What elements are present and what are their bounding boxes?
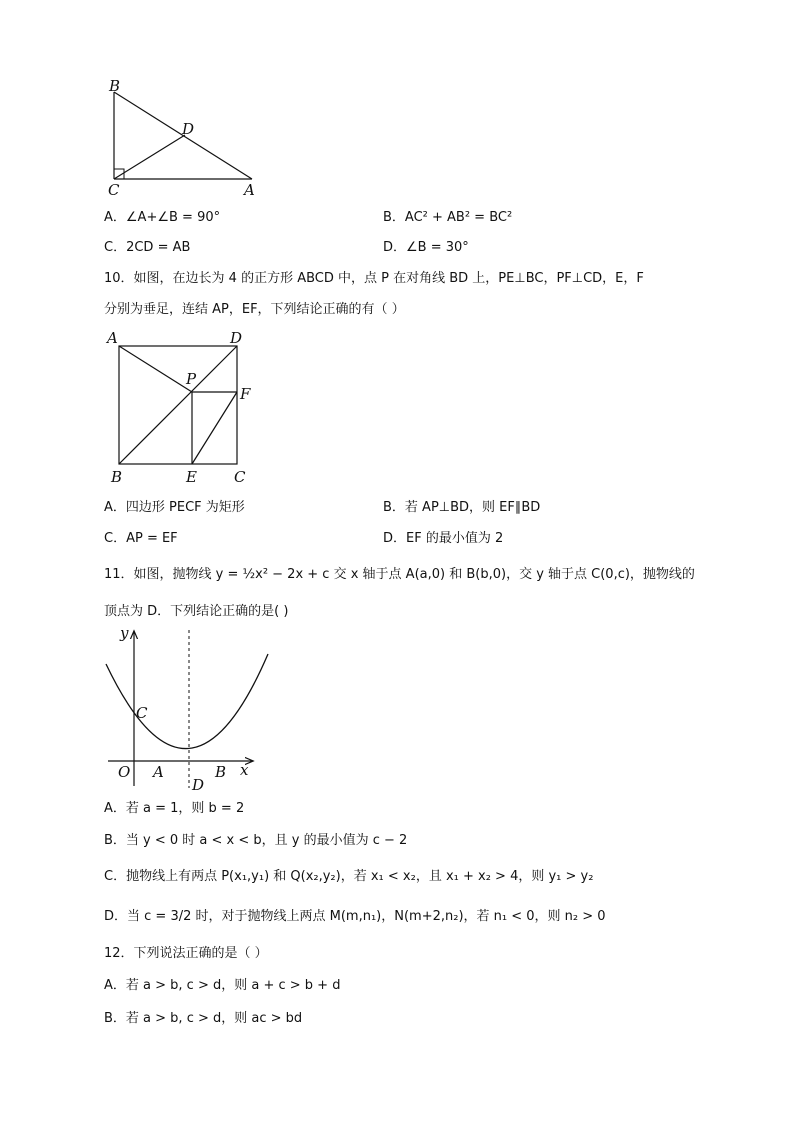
q10-option-c: C．AP = EF: [104, 531, 178, 546]
parabola-figure: [100, 624, 275, 794]
q12-option-b: B．若 a > b, c > d，则 ac > bd: [104, 1011, 303, 1026]
q11-stem-line1: 11．如图，抛物线 y = ½x² − 2x + c 交 x 轴于点 A(a,0) 和 B(b,0)，交 y 轴于点 C(0,c)，抛物线的: [104, 567, 695, 582]
q10-option-d: D．EF 的最小值为 2: [383, 531, 504, 546]
q10-option-b: B．若 AP⊥BD，则 EF∥BD: [383, 500, 541, 515]
vertex-label-b: B: [109, 77, 121, 95]
q9-option-a: A．∠A+∠B = 90°: [104, 210, 221, 225]
q11-option-b: B．当 y < 0 时 a < x < b，且 y 的最小值为 c − 2: [104, 833, 408, 848]
q9-option-d: D．∠B = 30°: [383, 240, 469, 255]
vertex-label-a: A: [244, 181, 255, 199]
square-label-d: D: [230, 329, 243, 347]
point-label-a: A: [153, 763, 164, 781]
vertex-label-d: D: [182, 120, 195, 138]
point-label-c: C: [136, 704, 148, 722]
point-label-b: B: [215, 763, 227, 781]
q11-option-c: C．抛物线上有两点 P(x₁,y₁) 和 Q(x₂,y₂)，若 x₁ < x₂，且 x₁ + x₂ > 4，则 y₁ > y₂: [104, 869, 594, 884]
square-label-e: E: [186, 468, 197, 486]
q10-stem-line2: 分别为垂足，连结 AP，EF，下列结论正确的有（ ）: [104, 302, 405, 317]
square-label-p: P: [186, 370, 197, 388]
square-label-b: B: [111, 468, 123, 486]
origin-label-o: O: [118, 763, 131, 781]
q9-option-b: B．AC² + AB² = BC²: [383, 210, 513, 225]
q12-stem: 12．下列说法正确的是（ ）: [104, 946, 268, 961]
vertex-label-d: D: [192, 776, 205, 794]
right-triangle-figure: [100, 72, 270, 200]
q10-option-a: A．四边形 PECF 为矩形: [104, 500, 245, 515]
square-label-c: C: [234, 468, 246, 486]
q11-option-d: D．当 c = 3/2 时，对于抛物线上两点 M(m,n₁)，N(m+2,n₂)，若 n₁ < 0，则 n₂ > 0: [104, 909, 606, 924]
q11-option-a: A．若 a = 1，则 b = 2: [104, 801, 245, 816]
square-label-a: A: [107, 329, 118, 347]
square-label-f: F: [240, 385, 251, 403]
q11-stem-line2: 顶点为 D．下列结论正确的是( ): [104, 604, 289, 619]
axis-label-x: x: [240, 761, 249, 779]
axis-label-y: y: [120, 624, 129, 642]
square-figure: [100, 326, 260, 488]
q12-option-a: A．若 a > b, c > d，则 a + c > b + d: [104, 978, 341, 993]
q10-stem-line1: 10．如图，在边长为 4 的正方形 ABCD 中，点 P 在对角线 BD 上，PE⊥BC，PF⊥CD，E，F: [104, 271, 644, 286]
q9-option-c: C．2CD = AB: [104, 240, 191, 255]
vertex-label-c: C: [108, 181, 120, 199]
